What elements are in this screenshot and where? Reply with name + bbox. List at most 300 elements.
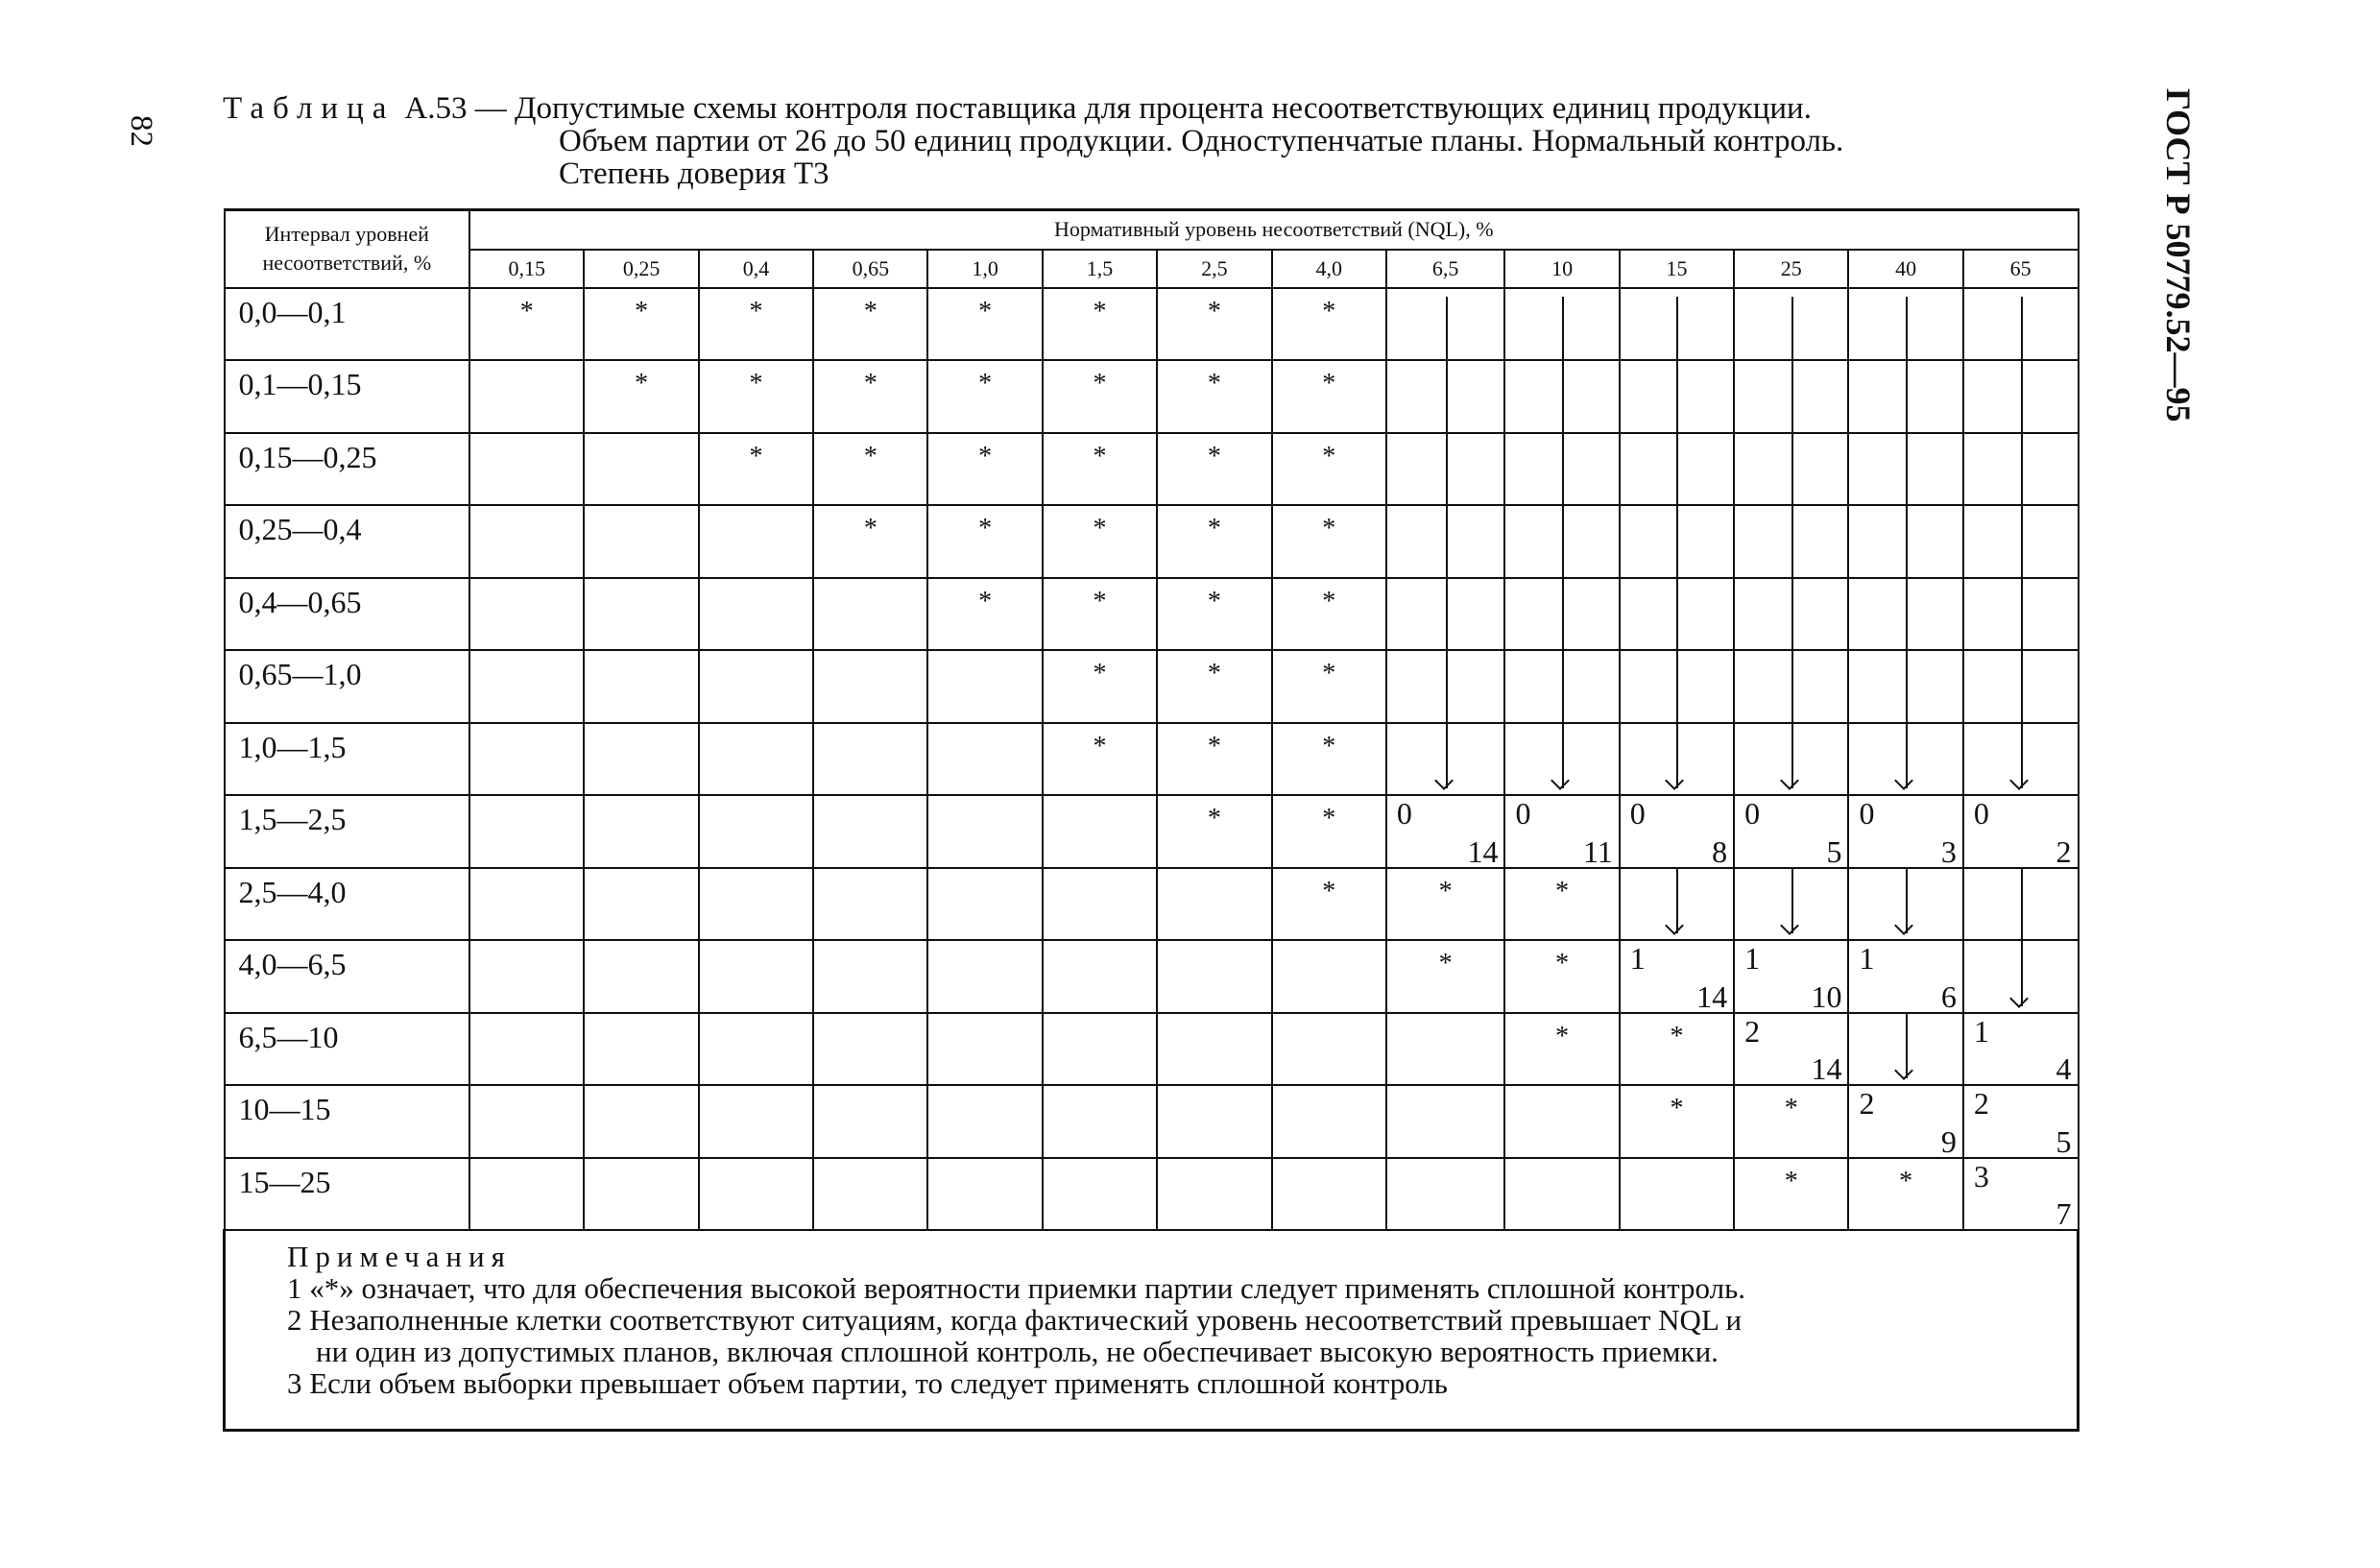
arrow-down-icon: [1551, 771, 1570, 790]
table-cell: [927, 360, 1042, 433]
full-inspection-mark: *: [1093, 369, 1107, 398]
table-cell: [1734, 1085, 1848, 1158]
table-cell: [1272, 1158, 1386, 1231]
table-row: [225, 578, 2079, 651]
acceptance-number: 1: [1973, 1013, 1989, 1049]
table-cell: [927, 1013, 1042, 1086]
acceptance-number: 2: [1744, 1013, 1761, 1049]
table-cell: [927, 940, 1042, 1013]
sample-size: 14: [1467, 833, 1499, 869]
table-cell: [1272, 650, 1386, 723]
table-cell: [1963, 1013, 2079, 1086]
table-cell: [1157, 1013, 1271, 1086]
full-inspection-mark: *: [1207, 514, 1221, 543]
table-cell: [1620, 795, 1734, 868]
arrow-line: [1446, 506, 1448, 577]
row-interval-label: [225, 1013, 470, 1086]
table-cell: [927, 433, 1042, 506]
table-cell: [469, 1013, 584, 1086]
table-cell: [1734, 650, 1848, 723]
table-cell: [1272, 723, 1386, 796]
full-inspection-mark: *: [1093, 296, 1107, 326]
table-cell: [1963, 723, 2079, 796]
full-inspection-mark: *: [1555, 876, 1570, 906]
note-3: 3 Если объем выборки превышает объем партии, то следует применять сплошной контроль: [287, 1366, 1448, 1400]
table-cell: [1043, 868, 1157, 941]
table-cell: [1043, 505, 1157, 578]
arrow-down-icon: [1666, 916, 1685, 935]
table-cell: [699, 1013, 813, 1086]
full-inspection-mark: *: [863, 514, 877, 543]
table-cell: [1272, 940, 1386, 1013]
table-cell: [927, 1085, 1042, 1158]
table-cell: [1734, 433, 1848, 506]
arrow-line: [1676, 297, 1678, 360]
table-row: [225, 1085, 2079, 1158]
table-cell: [699, 940, 813, 1013]
nql-value-header: 4,0: [1272, 250, 1386, 288]
table-cell: [813, 1013, 927, 1086]
sample-size: 8: [1712, 833, 1728, 869]
full-inspection-mark: *: [1093, 586, 1107, 616]
arrow-line: [1906, 361, 1908, 432]
acceptance-number: 2: [1973, 1086, 1989, 1121]
table-cell: [1848, 940, 1962, 1013]
arrow-line: [1562, 434, 1564, 505]
sample-size: 10: [1811, 978, 1842, 1014]
table-cell: [584, 288, 698, 361]
full-inspection-mark: *: [1207, 296, 1221, 326]
table-cell: [1848, 360, 1962, 433]
table-row: [225, 940, 2079, 1013]
table-cell: [1848, 505, 1962, 578]
arrow-line: [1446, 579, 1448, 650]
table-cell: [1504, 360, 1619, 433]
nql-value-header: 65: [1963, 250, 2079, 288]
full-inspection-mark: *: [1093, 659, 1107, 688]
acceptance-number: 1: [1629, 941, 1646, 976]
arrow-line: [2021, 297, 2023, 360]
header-row-1: [225, 210, 2079, 250]
table-cell: [1157, 288, 1271, 361]
arrow-line: [2021, 579, 2023, 650]
row-interval-label: [225, 795, 470, 868]
table-cell: [469, 578, 584, 651]
table-row: [225, 505, 2079, 578]
sample-size: 7: [2055, 1196, 2072, 1231]
table-cell: [1043, 1013, 1157, 1086]
sample-size: 14: [1811, 1051, 1842, 1086]
table-cell: [1963, 578, 2079, 651]
full-inspection-mark: *: [1322, 876, 1336, 906]
table-cell: [1504, 1085, 1619, 1158]
row-interval-label: [225, 1158, 470, 1231]
table-cell: [1734, 578, 1848, 651]
acceptance-number: 0: [1744, 796, 1761, 831]
acceptance-table: [223, 208, 2079, 1432]
arrow-line: [1906, 506, 1908, 577]
table-cell: [584, 723, 698, 796]
table-cell: [1386, 433, 1505, 506]
arrow-line: [1791, 579, 1793, 650]
table-cell: [1272, 288, 1386, 361]
row-interval-text: 0,65—1,0: [238, 657, 362, 691]
arrow-line: [1791, 297, 1793, 360]
table-cell: [1157, 868, 1271, 941]
table-cell: [469, 723, 584, 796]
table-cell: [1848, 1158, 1962, 1231]
table-row: [225, 868, 2079, 941]
table-caption: [223, 92, 2085, 190]
row-interval-text: 0,15—0,25: [238, 439, 377, 474]
table-cell: [1157, 940, 1271, 1013]
table-cell: [1157, 1158, 1271, 1231]
table-cell: [927, 578, 1042, 651]
table-cell: [1620, 868, 1734, 941]
table-cell: [1504, 505, 1619, 578]
table-cell: [1157, 795, 1271, 868]
table-cell: [1620, 505, 1734, 578]
row-interval-text: 1,0—1,5: [238, 729, 347, 764]
table-cell: [1043, 1158, 1157, 1231]
table-cell: [1386, 650, 1505, 723]
arrow-down-icon: [1894, 1061, 1913, 1080]
table-cell: [1386, 795, 1505, 868]
table-row: [225, 1013, 2079, 1086]
table-cell: [1620, 433, 1734, 506]
row-interval-label: [225, 650, 470, 723]
row-interval-text: 0,0—0,1: [238, 294, 347, 329]
table-cell: [1386, 578, 1505, 651]
arrow-line: [1446, 361, 1448, 432]
table-cell: [927, 868, 1042, 941]
row-interval-label: [225, 940, 470, 1013]
table-cell: [699, 288, 813, 361]
table-cell: [1386, 868, 1505, 941]
full-inspection-mark: *: [1322, 731, 1336, 761]
note-1: 1 «*» означает, что для обеспечения высокой вероятности приемки партии следует применять сплошной контроль.: [287, 1271, 1745, 1305]
nql-value-header: 0,4: [699, 250, 813, 288]
table-cell: [813, 505, 927, 578]
table-cell: [1963, 1158, 2079, 1231]
acceptance-number: 1: [1859, 941, 1875, 976]
arrow-line: [1676, 434, 1678, 505]
table-cell: [1734, 288, 1848, 361]
table-cell: [1963, 1085, 2079, 1158]
row-interval-label: [225, 433, 470, 506]
acceptance-number: 0: [1859, 796, 1875, 831]
arrow-line: [2021, 361, 2023, 432]
table-cell: [1620, 1085, 1734, 1158]
arrow-line: [1676, 651, 1678, 722]
table-cell: [699, 505, 813, 578]
table-cell: [584, 650, 698, 723]
table-cell: [813, 723, 927, 796]
table-cell: [584, 360, 698, 433]
table-row: [225, 1158, 2079, 1231]
row-interval-text: 2,5—4,0: [238, 874, 347, 909]
table-cell: [1734, 795, 1848, 868]
table-cell: [1848, 288, 1962, 361]
table-cell: [813, 1158, 927, 1231]
caption-label: Таблица: [223, 91, 396, 126]
notes-title: Примечания: [287, 1240, 512, 1273]
table-cell: [813, 795, 927, 868]
table-cell: [1848, 868, 1962, 941]
row-interval-label: [225, 868, 470, 941]
row-interval-label: [225, 723, 470, 796]
table-cell: [813, 288, 927, 361]
nql-value-header: 10: [1504, 250, 1619, 288]
sample-size: 2: [2055, 833, 2072, 869]
nql-header: Нормативный уровень несоответствий (NQL), %: [469, 210, 2078, 250]
table-cell: [1504, 940, 1619, 1013]
table-cell: [1504, 868, 1619, 941]
table-cell: [1734, 940, 1848, 1013]
notes-block: [225, 1230, 2079, 1431]
table-cell: [1848, 578, 1962, 651]
full-inspection-mark: *: [1207, 586, 1221, 616]
table-cell: [469, 433, 584, 506]
full-inspection-mark: *: [1322, 296, 1336, 326]
arrow-line: [1562, 579, 1564, 650]
full-inspection-mark: *: [1555, 1021, 1570, 1051]
table-cell: [813, 433, 927, 506]
page-number: 82: [124, 115, 158, 147]
full-inspection-mark: *: [1207, 731, 1221, 761]
full-inspection-mark: *: [1322, 804, 1336, 833]
table-cell: [1963, 795, 2079, 868]
table-cell: [699, 868, 813, 941]
table-cell: [584, 1158, 698, 1231]
caption-text-3: Степень доверия Т3: [559, 157, 829, 191]
table-cell: [584, 505, 698, 578]
sample-size: 4: [2055, 1051, 2072, 1086]
table-cell: [699, 578, 813, 651]
table-cell: [1157, 1085, 1271, 1158]
table-cell: [1272, 578, 1386, 651]
row-interval-text: 1,5—2,5: [238, 802, 347, 836]
table-cell: [469, 1158, 584, 1231]
table-cell: [1620, 1158, 1734, 1231]
full-inspection-mark: *: [863, 369, 877, 398]
arrow-line: [1791, 434, 1793, 505]
table-cell: [1157, 433, 1271, 506]
note-2: 2 Незаполненные клетки соответствуют ситуациям, когда фактический уровень несоответствий превышает NQL и: [287, 1303, 1743, 1337]
acceptance-number: 0: [1629, 796, 1646, 831]
table-cell: [469, 940, 584, 1013]
table-cell: [1272, 1085, 1386, 1158]
full-inspection-mark: *: [1093, 514, 1107, 543]
full-inspection-mark: *: [1322, 441, 1336, 471]
table-cell: [699, 795, 813, 868]
table-cell: [1734, 505, 1848, 578]
full-inspection-mark: *: [635, 296, 649, 326]
row-interval-text: 10—15: [238, 1092, 331, 1126]
sample-size: 5: [1826, 833, 1842, 869]
full-inspection-mark: *: [1322, 514, 1336, 543]
table-cell: [1848, 723, 1962, 796]
table-cell: [1386, 1013, 1505, 1086]
arrow-down-icon: [1894, 916, 1913, 935]
table-cell: [699, 360, 813, 433]
table-cell: [1272, 795, 1386, 868]
full-inspection-mark: *: [1555, 949, 1570, 978]
header-row-2: [225, 250, 2079, 288]
table-cell: [584, 795, 698, 868]
nql-value-header: 0,65: [813, 250, 927, 288]
note-2-continued: ни один из допустимых планов, включая сплошной контроль, не обеспечивает высокую вероятность приемки.: [316, 1335, 1719, 1368]
table-cell: [699, 650, 813, 723]
row-interval-text: 0,25—0,4: [238, 512, 362, 546]
row-interval-text: 0,1—0,15: [238, 367, 362, 401]
acceptance-number: 0: [1515, 796, 1531, 831]
table-cell: [1963, 650, 2079, 723]
sample-size: 5: [2055, 1123, 2072, 1159]
table-cell: [1734, 723, 1848, 796]
row-interval-label: [225, 578, 470, 651]
table-cell: [813, 1085, 927, 1158]
row-interval-text: 4,0—6,5: [238, 947, 347, 981]
arrow-line: [1791, 651, 1793, 722]
table-cell: [813, 940, 927, 1013]
sample-size: 6: [1940, 978, 1957, 1014]
table-cell: [813, 650, 927, 723]
table-cell: [1848, 650, 1962, 723]
table-cell: [469, 868, 584, 941]
nql-value-header: 15: [1620, 250, 1734, 288]
table-cell: [1043, 578, 1157, 651]
full-inspection-mark: *: [1207, 441, 1221, 471]
table-cell: [584, 1085, 698, 1158]
row-interval-label: [225, 288, 470, 361]
table-row: [225, 360, 2079, 433]
full-inspection-mark: *: [1207, 369, 1221, 398]
arrow-line: [1791, 361, 1793, 432]
table-cell: [699, 1158, 813, 1231]
arrow-down-icon: [1666, 771, 1685, 790]
full-inspection-mark: *: [1322, 369, 1336, 398]
table-cell: [1386, 940, 1505, 1013]
full-inspection-mark: *: [1093, 441, 1107, 471]
table-cell: [1043, 650, 1157, 723]
caption-text-1: А.53 — Допустимые схемы контроля поставщика для процента несоответствующих единиц продукции.: [404, 91, 1812, 126]
table-cell: [699, 723, 813, 796]
arrow-line: [2021, 506, 2023, 577]
table-row: [225, 433, 2079, 506]
arrow-line: [2021, 869, 2023, 940]
table-cell: [1504, 288, 1619, 361]
table-cell: [1620, 650, 1734, 723]
full-inspection-mark: *: [749, 296, 763, 326]
full-inspection-mark: *: [978, 514, 993, 543]
table-cell: [1848, 433, 1962, 506]
arrow-down-icon: [1434, 771, 1454, 790]
table-cell: [1043, 288, 1157, 361]
acceptance-number: 0: [1396, 796, 1412, 831]
table-cell: [813, 360, 927, 433]
table-cell: [1272, 1013, 1386, 1086]
caption-text-2: Объем партии от 26 до 50 единиц продукции. Одноступенчатые планы. Нормальный контроль.: [559, 124, 1844, 158]
table-row: [225, 288, 2079, 361]
arrow-down-icon: [2009, 771, 2029, 790]
table-cell: [584, 1013, 698, 1086]
arrow-line: [1562, 506, 1564, 577]
table-cell: [699, 1085, 813, 1158]
sample-size: 9: [1940, 1123, 1957, 1159]
full-inspection-mark: *: [1784, 1094, 1798, 1123]
arrow-line: [1446, 297, 1448, 360]
table-cell: [1504, 1013, 1619, 1086]
acceptance-number: 3: [1973, 1158, 1989, 1194]
row-interval-text: 15—25: [238, 1164, 331, 1199]
nql-value-header: 1,0: [927, 250, 1042, 288]
table-cell: [1848, 1085, 1962, 1158]
full-inspection-mark: *: [1438, 949, 1453, 978]
table-row: [225, 650, 2079, 723]
table-cell: [1504, 723, 1619, 796]
arrow-line: [2021, 434, 2023, 505]
table-cell: [584, 433, 698, 506]
arrow-down-icon: [1780, 771, 1799, 790]
table-cell: [1734, 868, 1848, 941]
arrow-line: [1676, 361, 1678, 432]
full-inspection-mark: *: [749, 441, 763, 471]
table-cell: [469, 650, 584, 723]
full-inspection-mark: *: [1207, 804, 1221, 833]
nql-value-header: 25: [1734, 250, 1848, 288]
full-inspection-mark: *: [1670, 1021, 1684, 1051]
full-inspection-mark: *: [978, 369, 993, 398]
sample-size: 3: [1940, 833, 1957, 869]
table-cell: [927, 650, 1042, 723]
arrow-down-icon: [1894, 771, 1913, 790]
arrow-down-icon: [2009, 989, 2029, 1008]
table-cell: [1734, 1013, 1848, 1086]
standard-side-title: ГОСТ Р 50779.52—95: [2159, 88, 2198, 422]
arrow-line: [1676, 579, 1678, 650]
table-cell: [1157, 650, 1271, 723]
table-cell: [1043, 795, 1157, 868]
table-cell: [1620, 578, 1734, 651]
nql-value-header: 2,5: [1157, 250, 1271, 288]
table-cell: [469, 1085, 584, 1158]
full-inspection-mark: *: [635, 369, 649, 398]
table-cell: [1504, 795, 1619, 868]
table-cell: [1157, 723, 1271, 796]
table-row: [225, 795, 2079, 868]
nql-value-header: 0,25: [584, 250, 698, 288]
nql-value-header: 6,5: [1386, 250, 1505, 288]
table-cell: [927, 1158, 1042, 1231]
table-cell: [1386, 1085, 1505, 1158]
arrow-line: [1906, 434, 1908, 505]
full-inspection-mark: *: [978, 441, 993, 471]
table-cell: [469, 505, 584, 578]
full-inspection-mark: *: [1322, 659, 1336, 688]
table-cell: [1848, 795, 1962, 868]
table-cell: [584, 868, 698, 941]
sample-size: 11: [1582, 833, 1613, 869]
table-cell: [1386, 505, 1505, 578]
table-row: [225, 723, 2079, 796]
table-cell: [927, 795, 1042, 868]
arrow-line: [1676, 506, 1678, 577]
arrow-line: [1446, 434, 1448, 505]
table-cell: [469, 288, 584, 361]
full-inspection-mark: *: [978, 296, 993, 326]
full-inspection-mark: *: [1784, 1166, 1798, 1196]
